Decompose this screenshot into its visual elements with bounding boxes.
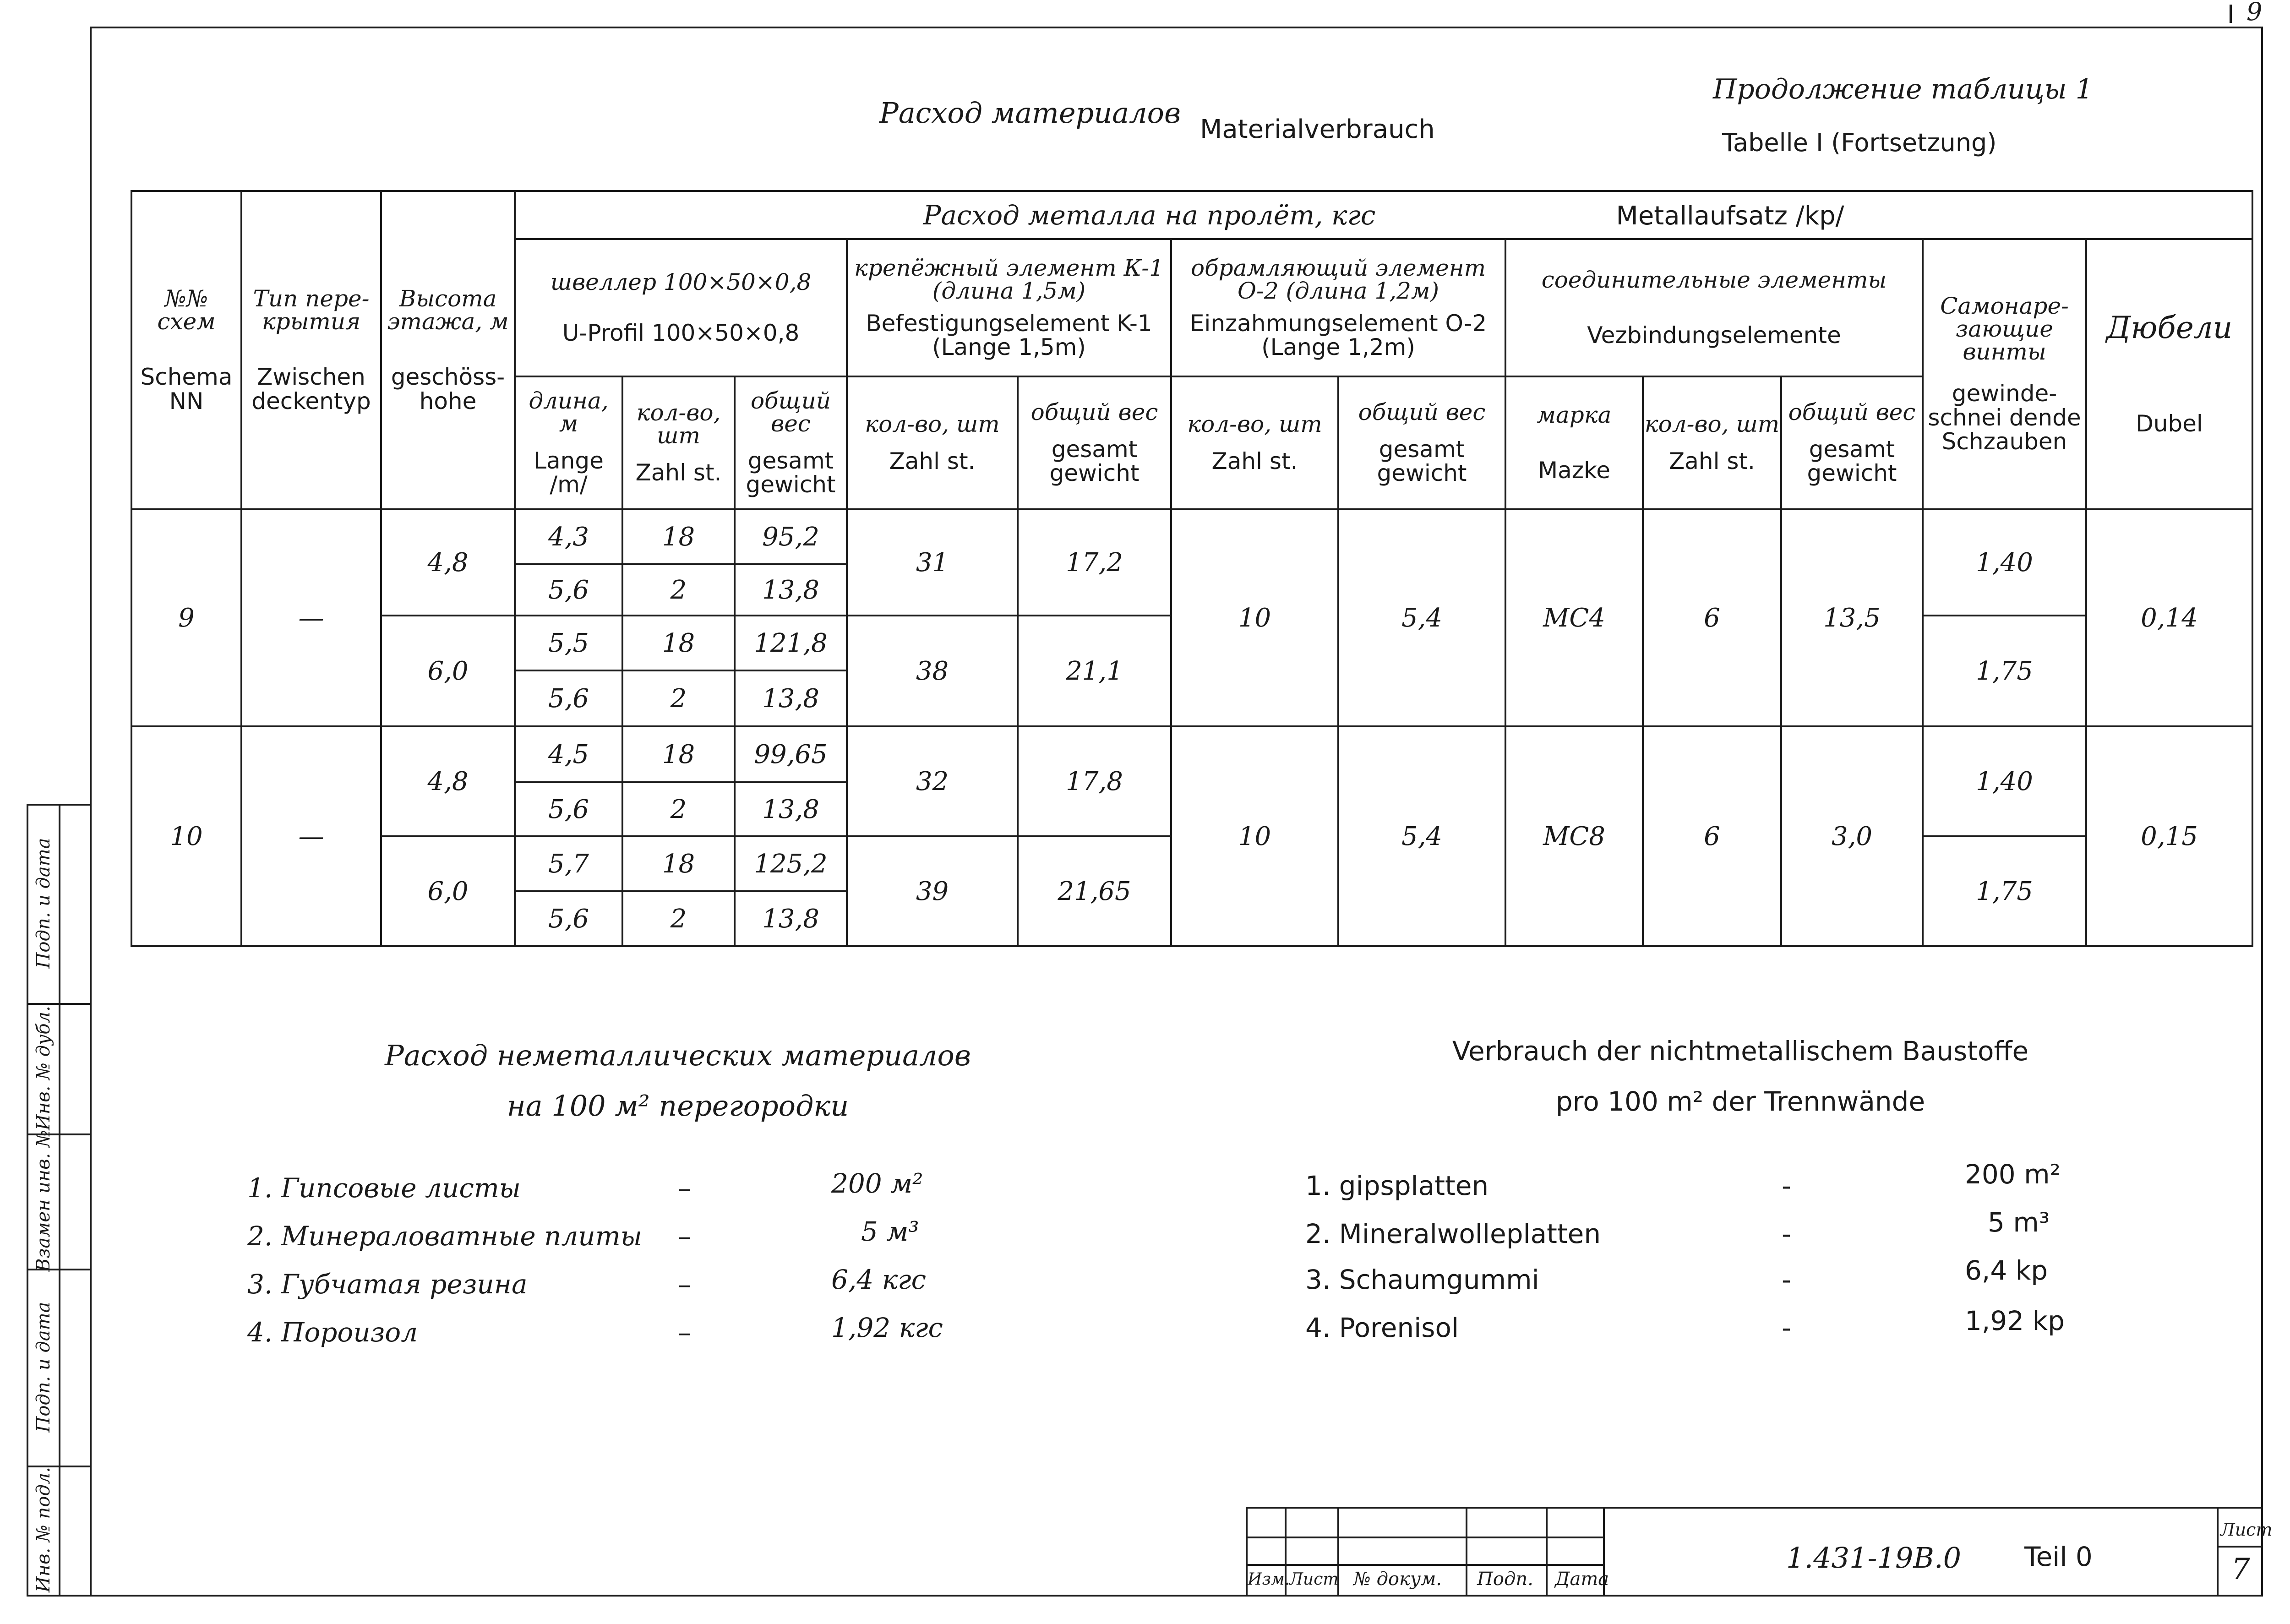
sub-count: кол-во, шт Zahl st. bbox=[847, 376, 1018, 509]
screw-cell: 1,75 bbox=[1923, 616, 2086, 726]
count-cell: 18 bbox=[622, 726, 735, 782]
ru-item-qty: 6,4 кгс bbox=[831, 1264, 927, 1295]
type-cell: — bbox=[241, 509, 381, 726]
title-ru: Расход материалов bbox=[879, 96, 1181, 130]
mark-cell: МС4 bbox=[1505, 509, 1643, 726]
ru-item-dash: – bbox=[678, 1317, 691, 1348]
col-scheme-header: №№ схем Schema NN bbox=[131, 191, 241, 509]
o2-weight-cell: 5,4 bbox=[1338, 509, 1505, 726]
tb-sheet-row bbox=[2217, 1546, 2263, 1548]
k1-count-cell: 38 bbox=[847, 616, 1018, 726]
length-cell: 5,6 bbox=[515, 782, 622, 836]
dowel-cell: 0,14 bbox=[2086, 509, 2252, 726]
de-item-qty: 200 m² bbox=[1965, 1159, 2061, 1190]
count-cell: 18 bbox=[622, 616, 735, 670]
k1-count-cell: 31 bbox=[847, 509, 1018, 616]
tb-row-1 bbox=[1246, 1537, 1605, 1538]
group-dowels: Дюбели Dubel bbox=[2086, 239, 2252, 509]
count-cell: 18 bbox=[622, 509, 735, 564]
sheet-label: Лист bbox=[2220, 1520, 2273, 1540]
conn-weight-cell: 3,0 bbox=[1781, 726, 1923, 946]
ru-item-name: 2. Минераловатные плиты bbox=[247, 1221, 643, 1252]
weight-cell: 13,8 bbox=[735, 670, 847, 726]
k1-weight-cell: 21,1 bbox=[1018, 616, 1171, 726]
col-height-header: Высота этажа, м geschöss- hohe bbox=[381, 191, 515, 509]
stamp-sep-1 bbox=[27, 1003, 92, 1005]
nonmetal-title-ru bbox=[357, 1030, 998, 1131]
length-cell: 5,6 bbox=[515, 891, 622, 946]
length-cell: 5,7 bbox=[515, 836, 622, 891]
nonmetal-title-de-2: pro 100 m² der Trennwände bbox=[1555, 1086, 1925, 1117]
ru-item-dash: – bbox=[678, 1269, 691, 1300]
frame-right bbox=[2261, 27, 2263, 1597]
ru-item-qty: 200 м² bbox=[831, 1168, 923, 1199]
stamp-label: Инв. № подл. bbox=[33, 1467, 54, 1592]
o2-weight-cell: 5,4 bbox=[1338, 726, 1505, 946]
group-connectors: соединительные элементы Vezbindungselemente bbox=[1505, 239, 1923, 376]
stamp-top bbox=[27, 804, 92, 806]
title-de: Materialverbrauch bbox=[1200, 114, 1435, 144]
k1-weight-cell: 17,8 bbox=[1018, 726, 1171, 836]
weight-cell: 13,8 bbox=[735, 782, 847, 836]
length-cell: 5,6 bbox=[515, 670, 622, 726]
nonmetal-title-ru-1: Расход неметаллических материалов bbox=[385, 1039, 971, 1072]
ru-item-qty: 5 м³ bbox=[861, 1216, 919, 1247]
tb-top bbox=[1246, 1507, 2263, 1509]
de-item-name: 4. Porenisol bbox=[1305, 1312, 1459, 1343]
sub-mark: марка Mazke bbox=[1505, 376, 1643, 509]
mark-cell: МС8 bbox=[1505, 726, 1643, 946]
nonmetal-title-ru-2: на 100 м² перегородки bbox=[507, 1089, 849, 1123]
count-cell: 2 bbox=[622, 670, 735, 726]
ru-item-name: 3. Губчатая резина bbox=[247, 1269, 528, 1300]
screw-cell: 1,40 bbox=[1923, 726, 2086, 836]
dowel-cell: 0,15 bbox=[2086, 726, 2252, 946]
ru-item-name: 1. Гипсовые листы bbox=[247, 1172, 521, 1204]
de-item-qty: 5 m³ bbox=[1988, 1207, 2050, 1238]
scheme-cell: 9 bbox=[131, 509, 241, 726]
de-item-qty: 1,92 kp bbox=[1965, 1305, 2065, 1336]
tb-label: № докум. bbox=[1353, 1569, 1442, 1590]
weight-cell: 13,8 bbox=[735, 564, 847, 616]
count-cell: 2 bbox=[622, 891, 735, 946]
group-screws: Самонаре- зающие винты gewinde- schnei dende Schzauben bbox=[1923, 239, 2086, 509]
ru-item-dash: – bbox=[678, 1221, 691, 1252]
ru-item-dash: – bbox=[678, 1172, 691, 1204]
continuation-de: Tabelle I (Fortsetzung) bbox=[1722, 128, 1997, 157]
length-cell: 5,6 bbox=[515, 564, 622, 616]
tb-label: Дата bbox=[1555, 1569, 1609, 1590]
ru-item-name: 4. Пороизол bbox=[247, 1317, 418, 1348]
o2-count-cell: 10 bbox=[1171, 509, 1338, 726]
de-item-dash: - bbox=[1782, 1218, 1791, 1249]
height-cell: 4,8 bbox=[381, 509, 515, 616]
screw-cell: 1,75 bbox=[1923, 836, 2086, 946]
k1-count-cell: 32 bbox=[847, 726, 1018, 836]
tb-row-2 bbox=[1246, 1564, 1605, 1566]
height-cell: 6,0 bbox=[381, 616, 515, 726]
frame-top bbox=[90, 27, 2263, 28]
screw-cell: 1,40 bbox=[1923, 509, 2086, 616]
k1-weight-cell: 21,65 bbox=[1018, 836, 1171, 946]
weight-cell: 121,8 bbox=[735, 616, 847, 670]
materials-table bbox=[131, 190, 2253, 947]
stamp-label: Взамен инв. № bbox=[33, 1130, 54, 1272]
sub-count: кол-во, шт Zahl st. bbox=[1171, 376, 1338, 509]
nonmetal-title-de bbox=[1420, 1026, 2061, 1127]
frame-bottom bbox=[27, 1595, 2263, 1597]
conn-count-cell: 6 bbox=[1643, 726, 1781, 946]
sub-weight: общий вес gesamt gewicht bbox=[1781, 376, 1923, 509]
ru-item-qty: 1,92 кгс bbox=[831, 1312, 943, 1343]
group-u-profile: швеллер 100×50×0,8 U-Profil 100×50×0,8 bbox=[515, 239, 847, 376]
k1-weight-cell: 17,2 bbox=[1018, 509, 1171, 616]
length-cell: 4,3 bbox=[515, 509, 622, 564]
tb-label: Изм. bbox=[1248, 1570, 1290, 1589]
k1-count-cell: 39 bbox=[847, 836, 1018, 946]
page-marker: 9 bbox=[2246, 0, 2263, 26]
stamp-left-edge bbox=[27, 804, 28, 1597]
continuation-ru: Продолжение таблицы 1 bbox=[1713, 73, 2093, 105]
group-o2: обрамляющий элемент О-2 (длина 1,2м) Einzahmungselement O-2 (Lange 1,2m) bbox=[1171, 239, 1505, 376]
count-cell: 2 bbox=[622, 782, 735, 836]
weight-cell: 13,8 bbox=[735, 891, 847, 946]
doc-code: 1.431-19В.0 bbox=[1786, 1541, 1962, 1575]
metal-header: Расход металла на пролёт, кгс Metallaufsatz /kp/ bbox=[515, 191, 2252, 239]
stamp-inner-edge bbox=[59, 804, 60, 1597]
conn-weight-cell: 13,5 bbox=[1781, 509, 1923, 726]
de-item-dash: - bbox=[1782, 1170, 1791, 1201]
part-label: Teil 0 bbox=[2024, 1541, 2093, 1572]
height-cell: 6,0 bbox=[381, 836, 515, 946]
sub-length: длина, м Lange /m/ bbox=[515, 376, 622, 509]
de-item-name: 1. gipsplatten bbox=[1305, 1170, 1489, 1201]
length-cell: 5,5 bbox=[515, 616, 622, 670]
nonmetal-title-de-1: Verbrauch der nichtmetallischem Baustoffe bbox=[1452, 1035, 2029, 1067]
frame-left bbox=[90, 27, 92, 1597]
stamp-label: Подп. и дата bbox=[33, 1302, 54, 1433]
height-cell: 4,8 bbox=[381, 726, 515, 836]
weight-cell: 99,65 bbox=[735, 726, 847, 782]
weight-cell: 125,2 bbox=[735, 836, 847, 891]
tb-label: Лист bbox=[1289, 1570, 1339, 1589]
de-item-name: 3. Schaumgummi bbox=[1305, 1264, 1539, 1295]
o2-count-cell: 10 bbox=[1171, 726, 1338, 946]
sub-count: кол-во, шт Zahl st. bbox=[622, 376, 735, 509]
sub-weight: общий вес gesamt gewicht bbox=[1338, 376, 1505, 509]
de-item-dash: - bbox=[1782, 1312, 1791, 1343]
sub-weight: общий вес gesamt gewicht bbox=[1018, 376, 1171, 509]
scheme-cell: 10 bbox=[131, 726, 241, 946]
sheet-number: 7 bbox=[2231, 1553, 2250, 1586]
de-item-name: 2. Mineralwolleplatten bbox=[1305, 1218, 1601, 1249]
tb-col-4 bbox=[1546, 1507, 1548, 1596]
col-type-header: Тип пере- крытия Zwischen deckentyp bbox=[241, 191, 381, 509]
group-k1: крепёжный элемент К-1 (длина 1,5м) Befestigungselement K-1 (Lange 1,5m) bbox=[847, 239, 1171, 376]
type-cell: — bbox=[241, 726, 381, 946]
weight-cell: 95,2 bbox=[735, 509, 847, 564]
count-cell: 18 bbox=[622, 836, 735, 891]
de-item-dash: - bbox=[1782, 1264, 1791, 1295]
de-item-qty: 6,4 kp bbox=[1965, 1255, 2048, 1286]
length-cell: 4,5 bbox=[515, 726, 622, 782]
page-marker-tick bbox=[2230, 5, 2232, 23]
stamp-label: Инв. № дубл. bbox=[33, 1006, 54, 1130]
tb-sheet-sep bbox=[2217, 1507, 2219, 1596]
count-cell: 2 bbox=[622, 564, 735, 616]
sub-count: кол-во, шт Zahl st. bbox=[1643, 376, 1781, 509]
tb-label: Подп. bbox=[1477, 1569, 1533, 1590]
tb-col-3 bbox=[1466, 1507, 1467, 1596]
sub-weight: общий вес gesamt gewicht bbox=[735, 376, 847, 509]
stamp-label: Подп. и дата bbox=[33, 838, 54, 969]
conn-count-cell: 6 bbox=[1643, 509, 1781, 726]
